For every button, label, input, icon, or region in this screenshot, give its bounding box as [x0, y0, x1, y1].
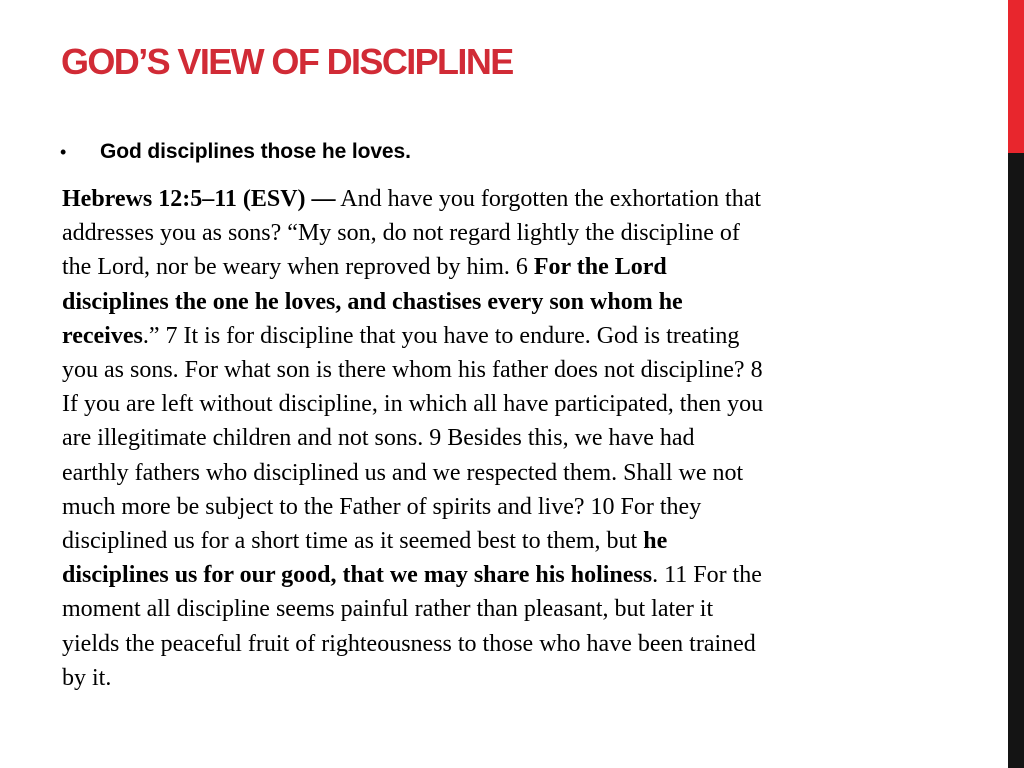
passage-text: you as sons. For what son is there whom his father does not discipline? 8	[62, 357, 763, 384]
passage-text: If you are left without discipline, in which all have participated, then you	[62, 391, 764, 418]
passage-line	[62, 661, 942, 695]
passage-text: And have you forgotten the exhortation that	[335, 186, 762, 212]
passage-line	[62, 182, 942, 216]
passage-emphasis: For the Lord	[533, 254, 667, 281]
passage-text: by it.	[62, 664, 112, 691]
passage-text: moment all discipline seems painful rather than pleasant, but later it	[62, 596, 714, 623]
passage-text: disciplined us for a short time as it seemed best to them, but	[62, 528, 644, 555]
scripture-passage	[62, 182, 942, 695]
bullet-dot-icon: •	[60, 141, 67, 162]
passage-line	[62, 558, 942, 592]
passage-line	[62, 285, 942, 319]
passage-emphasis: he	[643, 528, 668, 555]
passage-emphasis: disciplines us for our good, that we may share his holiness	[62, 562, 653, 589]
passage-text: the Lord, nor be weary when reproved by him. 6	[62, 254, 534, 281]
passage-reference: Hebrews 12:5–11 (ESV) —	[62, 186, 336, 212]
passage-text: are illegitimate children and not sons. 9 Besides this, we have had	[62, 425, 695, 452]
passage-line	[62, 387, 942, 421]
passage-text: . 11 For the	[652, 562, 762, 589]
passage-text: earthly fathers who disciplined us and we respected them. Shall we not	[62, 459, 744, 486]
passage-text: .” 7 It is for discipline that you have to endure. God is treating	[142, 322, 740, 349]
passage-line	[62, 250, 942, 284]
passage-line	[62, 319, 942, 353]
passage-text: much more be subject to the Father of spirits and live? 10 For they	[62, 493, 702, 520]
accent-bar-dark	[1008, 153, 1024, 768]
passage-line	[62, 490, 942, 524]
passage-emphasis: receives	[62, 322, 143, 349]
passage-emphasis: disciplines the one he loves, and chastises every son whom he	[62, 288, 683, 315]
passage-line	[62, 216, 942, 250]
bullet-item	[60, 138, 411, 166]
passage-line	[62, 524, 942, 558]
bullet-text: God disciplines those he loves.	[100, 140, 411, 163]
passage-line	[62, 353, 942, 387]
passage-text: addresses you as sons? “My son, do not regard lightly the discipline of	[62, 220, 740, 247]
passage-line	[62, 592, 942, 626]
slide-title: GOD’S VIEW OF DISCIPLINE	[61, 41, 513, 82]
passage-line	[62, 421, 942, 455]
passage-text: yields the peaceful fruit of righteousness to those who have been trained	[62, 630, 756, 657]
passage-line	[62, 456, 942, 490]
passage-line	[62, 627, 942, 661]
accent-bar-red	[1008, 0, 1024, 153]
